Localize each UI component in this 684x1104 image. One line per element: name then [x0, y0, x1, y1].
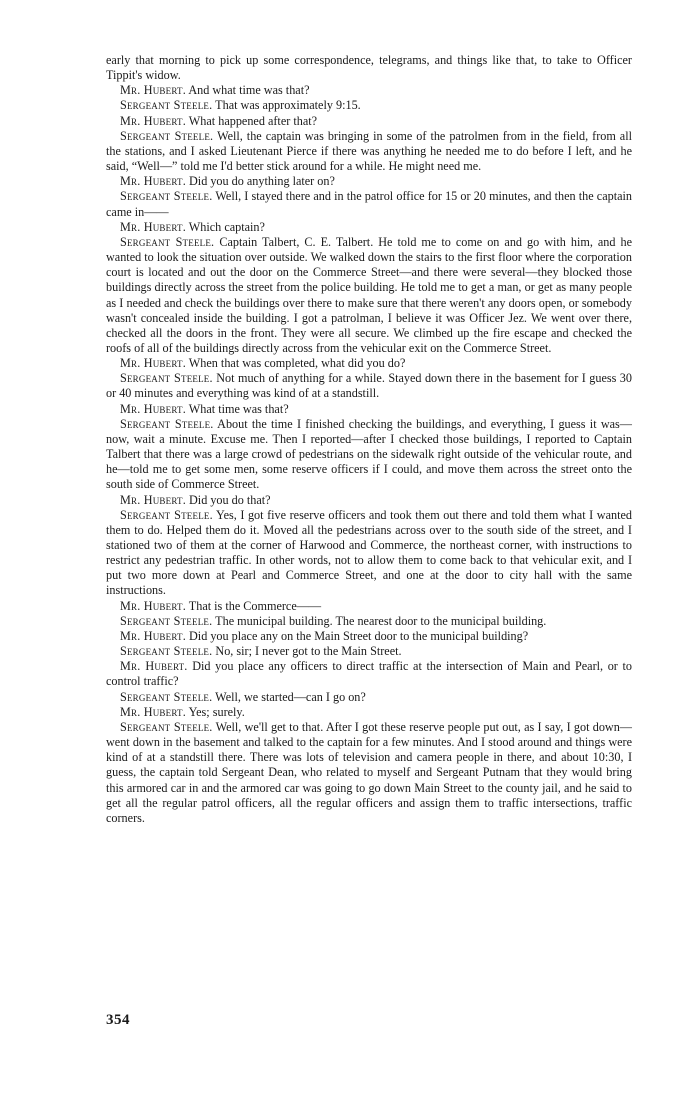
transcript-paragraph: [106, 659, 632, 689]
speaker-name: Sergeant Steele.: [120, 128, 214, 143]
speaker-name: Mr. Hubert.: [120, 174, 186, 189]
speaker-name: Mr. Hubert.: [120, 492, 186, 507]
transcript-paragraph: [106, 174, 632, 189]
speaker-name: Sergeant Steele.: [120, 613, 213, 628]
transcript-paragraph: [106, 356, 632, 371]
transcript-paragraph: [106, 235, 632, 356]
speaker-name: Sergeant Steele.: [120, 507, 213, 522]
transcript-paragraph: [106, 508, 632, 599]
speaker-name: Sergeant Steele.: [120, 234, 215, 249]
speech-text: Captain Talbert, C. E. Talbert. He told me to come on and go with him, and he wanted to look the situation over outside. We walked down the stairs to the first floor where the corporation court is located and out the door on the Commerce Street—and there were several—they blocked those buildings directly across the street from the police building. He told me to get a man, or get as many people as I needed and check the buildings over there to make sure that there weren't any doors open, or somebody wasn't concealed inside the building. I got a patrolman, I believe it was Officer Jez. We went over there, checked all the doors in the front. They were all secure. We climbed up the fire escape and checked the roofs of all of the buildings directly across from the vehicular exit on the Commerce Street.: [106, 234, 633, 355]
transcript-paragraph: [106, 402, 632, 417]
speaker-name: Mr. Hubert.: [120, 598, 186, 613]
speech-text: Did you do that?: [189, 492, 271, 507]
speaker-name: Mr. Hubert.: [120, 659, 188, 674]
transcript-paragraph: [106, 189, 632, 219]
transcript-paragraph: [106, 129, 632, 174]
transcript-paragraph: [106, 614, 632, 629]
transcript-paragraph: [106, 417, 632, 493]
transcript-paragraph: [106, 599, 632, 614]
speech-text: What happened after that?: [188, 113, 318, 128]
speaker-name: Mr. Hubert.: [120, 704, 186, 719]
speaker-name: Sergeant Steele.: [120, 189, 213, 204]
speech-text: Which captain?: [188, 219, 265, 234]
speaker-name: Mr. Hubert.: [120, 401, 186, 416]
speaker-name: Sergeant Steele.: [120, 416, 214, 431]
transcript-paragraph: [106, 371, 632, 401]
speaker-name: Sergeant Steele.: [120, 719, 213, 734]
speaker-name: Mr. Hubert.: [120, 219, 186, 234]
speech-text: When that was completed, what did you do?: [188, 356, 406, 371]
speech-text: The municipal building. The nearest door to the municipal building.: [215, 613, 547, 628]
speech-text: Yes; surely.: [188, 704, 245, 719]
speaker-name: Sergeant Steele.: [120, 689, 213, 704]
speech-text: Well, I stayed there and in the patrol office for 15 or 20 minutes, and then the captain came in——: [106, 189, 632, 219]
speech-text: What time was that?: [188, 401, 289, 416]
speech-text: Did you place any on the Main Street door to the municipal building?: [189, 628, 529, 643]
transcript-paragraph: [106, 83, 632, 98]
speaker-name: Mr. Hubert.: [120, 628, 186, 643]
testimony-text: [106, 53, 632, 826]
transcript-paragraph: [106, 629, 632, 644]
speaker-name: Mr. Hubert.: [120, 113, 186, 128]
transcript-paragraph: [106, 220, 632, 235]
speech-text: Well, the captain was bringing in some of the patrolmen from in the field, from all the stations, and I asked Lieutenant Pierce if there was anything he needed me to do before I left, and he said, “Well—” told me I'd better stick around for a while. He might need me.: [106, 128, 632, 174]
transcript-paragraph: [106, 98, 632, 113]
speaker-name: Mr. Hubert.: [120, 356, 186, 371]
speaker-name: Sergeant Steele.: [120, 98, 213, 113]
speech-text: No, sir; I never got to the Main Street.: [215, 644, 402, 659]
speech-text: That is the Commerce——: [188, 598, 322, 613]
transcript-paragraph: [106, 690, 632, 705]
speech-text: Well, we'll get to that. After I got these reserve people put out, as I say, I got down—went down in the basement and talked to the captain for a few minutes. And I stood around and things were kind of at a standstill there. There was lots of television and camera people in there, and about 10:30, I guess, the captain told Sergeant Dean, who related to myself and Sergeant Putnam that they would bring this armored car in and the armored car was going to go down Main Street to the county jail, and he said to get all the regular patrol officers, all the regular officers and assign them to traffic intersections, traffic corners.: [106, 719, 632, 825]
speaker-name: Mr. Hubert.: [120, 83, 186, 98]
speech-text: About the time I finished checking the buildings, and everything, I guess it was—now, wait a minute. Excuse me. Then I reported—after I checked those buildings, I reported to Captain Talbert that there was a large crowd of pedestrians on the sidewalk right outside of the vehicular route, and he—told me to get some men, some reserve officers if I could, and move them across the street onto the south side of Commerce Street.: [106, 416, 632, 492]
speech-text: Did you place any officers to direct traffic at the intersection of Main and Pearl, or to control traffic?: [106, 659, 632, 689]
transcript-paragraph: [106, 493, 632, 508]
transcript-paragraph: [106, 705, 632, 720]
speech-text: That was approximately 9:15.: [215, 98, 361, 113]
transcript-paragraph: [106, 644, 632, 659]
speech-text: And what time was that?: [188, 83, 310, 98]
speech-text: early that morning to pick up some correspondence, telegrams, and things like that, to take to Officer Tippit's widow.: [106, 53, 632, 83]
speech-text: Not much of anything for a while. Stayed down there in the basement for I guess 30 or 40 minutes and everything was kind of at a standstill.: [106, 371, 632, 401]
speech-text: Well, we started—can I go on?: [215, 689, 366, 704]
speaker-name: Sergeant Steele.: [120, 371, 213, 386]
transcript-paragraph: [106, 114, 632, 129]
page-number: 354: [106, 1012, 130, 1028]
speaker-name: Sergeant Steele.: [120, 644, 213, 659]
speech-text: Yes, I got five reserve officers and took them out there and told them what I wanted them to do. Helped them do it. Moved all the pedestrians across over to the south side of the street, and I stationed two of them at the corner of Harwood and Commerce, the northeast corner, with instructions to restrict any pedestrian traffic. In other words, not to allow them to come back to that vehicular exit, and I put two more down at Pearl and Commerce Street, and one at the door to city hall with the same instructions.: [106, 507, 632, 598]
speech-text: Did you do anything later on?: [189, 174, 335, 189]
transcript-paragraph: [106, 720, 632, 826]
transcript-paragraph: [106, 53, 632, 83]
